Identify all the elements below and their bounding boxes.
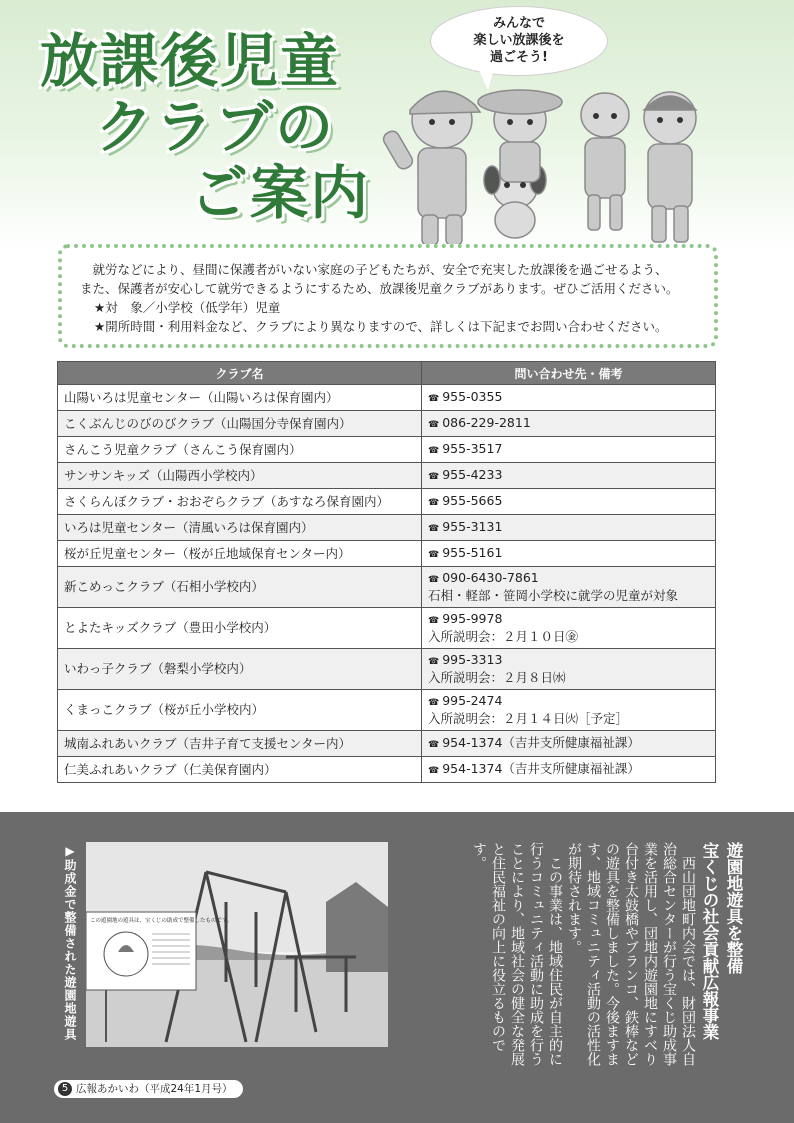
children-illustration [380,70,710,250]
table-row [58,463,716,489]
phone-number: 995-3313 [442,652,503,667]
playground-photo-drawing [86,842,388,1047]
table-row [58,567,716,608]
article-text [405,842,745,1072]
phone-line [428,652,709,670]
phone-number: 955-0355 [442,388,503,404]
photo-caption: ▶助成金で整備された遊園地遊具 [63,844,77,1041]
contact-cell [422,690,716,731]
contact-cell [422,385,716,411]
title-line-1: 放課後児童 [40,27,341,95]
phone-icon: ☎ [428,657,440,667]
phone-line [428,570,709,588]
phone-number: 086-229-2811 [442,414,531,430]
page-footer [54,1080,243,1098]
club-name-cell: 新こめっこクラブ（石相小学校内） [58,567,422,608]
phone-line [428,761,709,779]
contact-cell [422,649,716,690]
phone-icon: ☎ [428,471,440,482]
phone-number: 954-1374（吉井支所健康福祉課） [442,734,640,750]
phone-icon: ☎ [428,698,440,708]
speech-bubble [430,6,608,76]
table-row [58,690,716,731]
phone-icon: ☎ [428,616,440,626]
phone-number: 090-6430-7861 [442,570,539,585]
contact-note: 入所説明会：２月１４日㈫［予定］ [428,711,629,726]
article-paragraph-1: 西山団地町内会では、財団法人自治総合センターが行う宝くじ助成事業を活用し、団地内遊園地にすべり台付き太鼓橋やブランコ、鉄棒などの遊具を整備しました。今後ますます、地域コミュニティ活動の活性化が期待されます。 [566,842,696,1066]
speech-line-1: みんなで [492,16,545,31]
article-title-1: 遊園地遊具を整備 [724,842,743,974]
phone-number: 955-3517 [442,440,503,456]
table-row [58,541,716,567]
phone-line [428,735,709,753]
speech-line-2: 楽しい放課後を [473,33,565,48]
club-name-cell: くまっこクラブ（桜が丘小学校内） [58,690,422,731]
phone-line [428,693,709,711]
contact-cell [422,731,716,757]
club-name-cell: サンサンキッズ（山陽西小学校内） [58,463,422,489]
club-name-cell: いわっ子クラブ（磐梨小学校内） [58,649,422,690]
contact-note: 入所説明会：２月８日㈬ [428,670,566,685]
table-header-row [58,362,716,385]
playground-photo [86,842,388,1047]
notice-intro-2: また、保護者が安心して就労できるようにするため、放課後児童クラブがあります。ぜひご活用ください。 [80,281,679,296]
phone-line [428,441,709,459]
phone-icon: ☎ [428,445,440,456]
phone-number: 955-5665 [442,492,503,508]
page-number: 5 [58,1082,72,1096]
phone-number: 995-2474 [442,693,503,708]
club-name-cell: いろは児童センター（清風いろは保育園内） [58,515,422,541]
table-row [58,608,716,649]
contact-cell [422,757,716,783]
phone-icon: ☎ [428,497,440,508]
phone-icon: ☎ [428,419,440,430]
phone-line [428,519,709,537]
phone-icon: ☎ [428,523,440,534]
contact-cell [422,541,716,567]
club-name-cell: 仁美ふれあいクラブ（仁美保育園内） [58,757,422,783]
phone-line [428,493,709,511]
club-name-cell: さんこう児童クラブ（さんこう保育園内） [58,437,422,463]
contact-cell [422,608,716,649]
notice-intro-1: 就労などにより、昼間に保護者がいない家庭の子どもたちが、安全で充実した放課後を過ごせるよう、 [92,262,668,277]
speech-line-3: 過ごそう! [490,50,548,65]
table-row [58,411,716,437]
table-row [58,437,716,463]
contact-cell [422,515,716,541]
column-header-club: クラブ名 [58,362,422,385]
publication-name: 広報あかいわ（平成24年1月号） [76,1083,233,1095]
table-row [58,515,716,541]
contact-cell [422,411,716,437]
phone-number: 955-4233 [442,466,503,482]
phone-line [428,415,709,433]
club-name-cell: こくぶんじのびのびクラブ（山陽国分寺保育園内） [58,411,422,437]
article-paragraph-2: この事業は、地域住民が自主的に行うコミュニティ活動に助成を行うことにより、地域社会の健全な発展と住民福祉の向上に役立るものです。 [471,842,563,1066]
club-name-cell: 山陽いろは児童センター（山陽いろは保育園内） [58,385,422,411]
sign-text: この遊園地の遊具は、宝くじの助成で整備したものです。 [90,918,233,924]
page-title [40,28,420,226]
table-row [58,385,716,411]
article-panel [0,812,794,1123]
contact-cell [422,489,716,515]
article-title-2: 宝くじの社会貢献広報事業 [700,842,719,1040]
phone-number: 954-1374（吉井支所健康福祉課） [442,760,640,776]
table-row [58,757,716,783]
phone-line [428,467,709,485]
contact-note: 入所説明会：２月１０日㊎ [428,629,579,644]
phone-number: 955-3131 [442,518,503,534]
club-name-cell: とよたキッズクラブ（豊田小学校内） [58,608,422,649]
contact-cell [422,567,716,608]
phone-number: 955-5161 [442,544,503,560]
notice-box [58,244,718,348]
phone-icon: ☎ [428,393,440,404]
contact-cell [422,463,716,489]
club-table [57,361,716,783]
phone-number: 995-9978 [442,611,503,626]
notice-target: ★対 象／小学校（低学年）児童 [94,300,281,315]
phone-icon: ☎ [428,739,440,750]
table-row [58,489,716,515]
title-line-3: ご案内 [190,159,371,227]
phone-line [428,611,709,629]
phone-icon: ☎ [428,549,440,560]
club-name-cell: さくらんぼクラブ・おおぞらクラブ（あすなろ保育園内） [58,489,422,515]
table-row [58,649,716,690]
club-name-cell: 桜が丘児童センター（桜が丘地域保育センター内） [58,541,422,567]
phone-icon: ☎ [428,575,440,585]
phone-line [428,389,709,407]
title-line-2: クラブの [95,93,336,161]
table-row [58,731,716,757]
contact-note: 石相・軽部・笹岡小学校に就学の児童が対象 [428,588,679,603]
contact-cell [422,437,716,463]
column-header-contact: 問い合わせ先・備考 [422,362,716,385]
notice-hours: ★開所時間・利用料金など、クラブにより異なりますので、詳しくは下記までお問い合わせください。 [94,319,668,334]
phone-line [428,545,709,563]
phone-icon: ☎ [428,765,440,776]
club-name-cell: 城南ふれあいクラブ（吉井子育て支援センター内） [58,731,422,757]
table-body [58,385,716,783]
